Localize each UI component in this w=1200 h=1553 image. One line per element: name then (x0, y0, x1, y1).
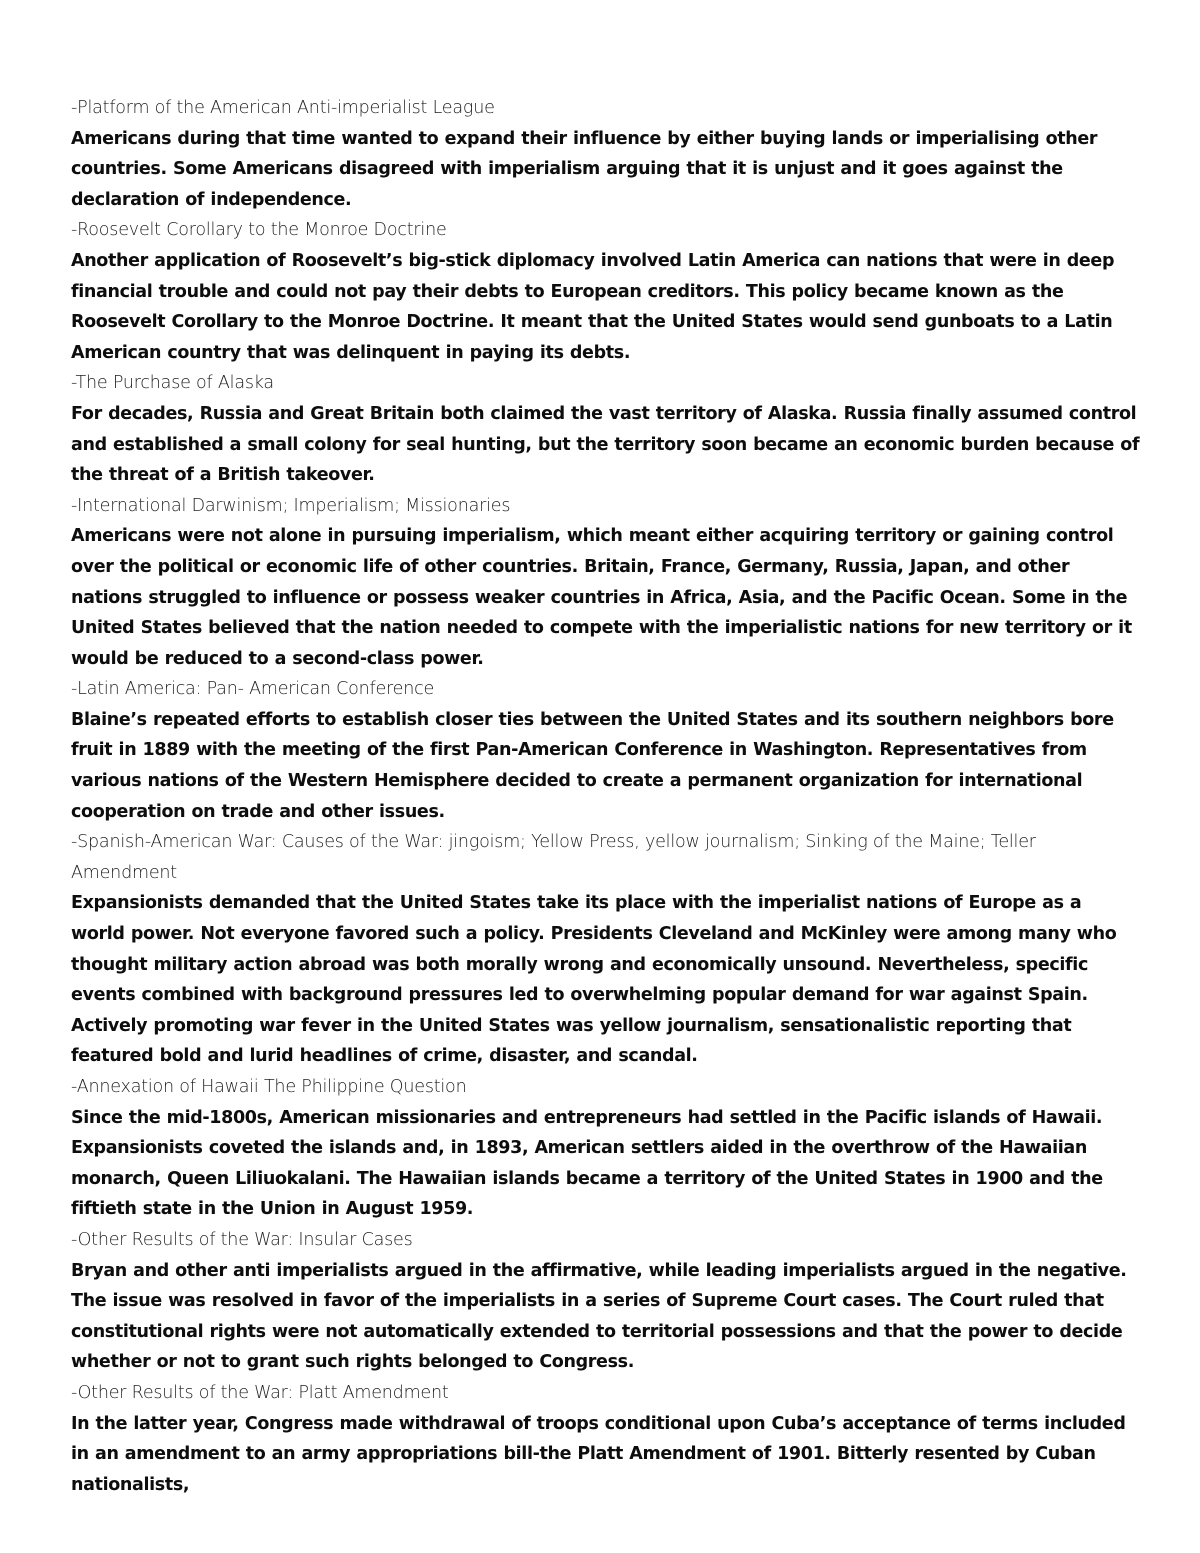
section-body: Americans during that time wanted to expand their influence by either buying lands or imperialising other countries. Some Americans disagreed with imperialism arguing that it is unjust and it goes against the declaration of independence. (71, 128, 1098, 210)
section-insular-cases (71, 1225, 1141, 1378)
section-body: In the latter year, Congress made withdrawal of troops conditional upon Cuba’s acceptance of terms included in an amendment to an army appropriations bill-the Platt Amendment of 1901. Bitterly resented by Cuban nationalists, (71, 1413, 1126, 1495)
section-platt-amendment (71, 1378, 1141, 1500)
section-body: Americans were not alone in pursuing imperialism, which meant either acquiring territory or gaining control over the political or economic life of other countries. Britain, France, Germany, Russia, Japan, and other nations struggled to influence or possess weaker countries in Africa, Asia, and the Pacific Ocean. Some in the United States believed that the nation needed to compete with the imperialistic nations for new territory or it would be reduced to a second-class power. (71, 526, 1132, 669)
section-heading: -The Purchase of Alaska (71, 373, 274, 394)
section-body: Another application of Roosevelt’s big-stick diplomacy involved Latin America can nations that were in deep financial trouble and could not pay their debts to European creditors. This policy became known as the Roosevelt Corollary to the Monroe Doctrine. It meant that the United States would send gunboats to a Latin American country that was delinquent in paying its debts. (71, 250, 1115, 363)
section-international-darwinism (71, 491, 1141, 675)
section-body: Expansionists demanded that the United States take its place with the imperialist nations of Europe as a world power. Not everyone favored such a policy. Presidents Cleveland and McKinley were among many who thought military action abroad was both morally wrong and economically unsound. Nevertheless, specific events combined with background pressures led to overwhelming popular demand for war against Spain. Actively promoting war fever in the United States was yellow journalism, sensationalistic reporting that featured bold and lurid headlines of crime, disaster, and scandal. (71, 893, 1117, 1067)
section-heading: -Roosevelt Corollary to the Monroe Doctrine (71, 220, 447, 241)
section-body: Bryan and other anti imperialists argued in the affirmative, while leading imperialists argued in the negative. The issue was resolved in favor of the imperialists in a series of Supreme Court cases. The Court ruled that constitutional rights were not automatically extended to territorial possessions and that the power to decide whether or not to grant such rights belonged to Congress. (71, 1260, 1127, 1373)
section-heading: -Annexation of Hawaii The Philippine Question (71, 1077, 467, 1097)
section-heading: -Other Results of the War: Insular Cases (71, 1229, 413, 1250)
section-pan-american-conference (71, 674, 1141, 827)
section-body: Blaine’s repeated efforts to establish closer ties between the United States and its southern neighbors bore fruit in 1889 with the meeting of the first Pan-American Conference in Washington. Representatives from various nations of the Western Hemisphere decided to create a permanent organization for international cooperation on trade and other issues. (71, 709, 1114, 822)
section-body: For decades, Russia and Great Britain both claimed the vast territory of Alaska. Russia finally assumed control and established a small colony for seal hunting, but the territory soon became an economic burden because of the threat of a British takeover. (71, 403, 1140, 486)
section-heading: -International Darwinism; Imperialism; Missionaries (71, 495, 511, 516)
section-roosevelt-corollary (71, 215, 1141, 368)
section-heading: -Other Results of the War: Platt Amendment (71, 1382, 449, 1403)
section-purchase-of-alaska (71, 368, 1141, 490)
section-heading: -Latin America: Pan- American Conference (71, 679, 435, 700)
section-spanish-american-war (71, 827, 1141, 1072)
document-page (71, 93, 1141, 1500)
section-heading: -Spanish-American War: Causes of the War: jingoism; Yellow Press, yellow journalism; Sinking of the Maine; Teller Amendment (71, 832, 1036, 883)
section-annexation-of-hawaii (71, 1072, 1141, 1225)
section-anti-imperialist-league (71, 93, 1141, 215)
section-heading: -Platform of the American Anti-imperialist League (71, 98, 495, 118)
section-body: Since the mid-1800s, American missionaries and entrepreneurs had settled in the Pacific islands of Hawaii. Expansionists coveted the islands and, in 1893, American settlers aided in the overthrow of the Hawaiian monarch, Queen Liliuokalani. The Hawaiian islands became a territory of the United States in 1900 and the fiftieth state in the Union in August 1959. (71, 1107, 1103, 1220)
